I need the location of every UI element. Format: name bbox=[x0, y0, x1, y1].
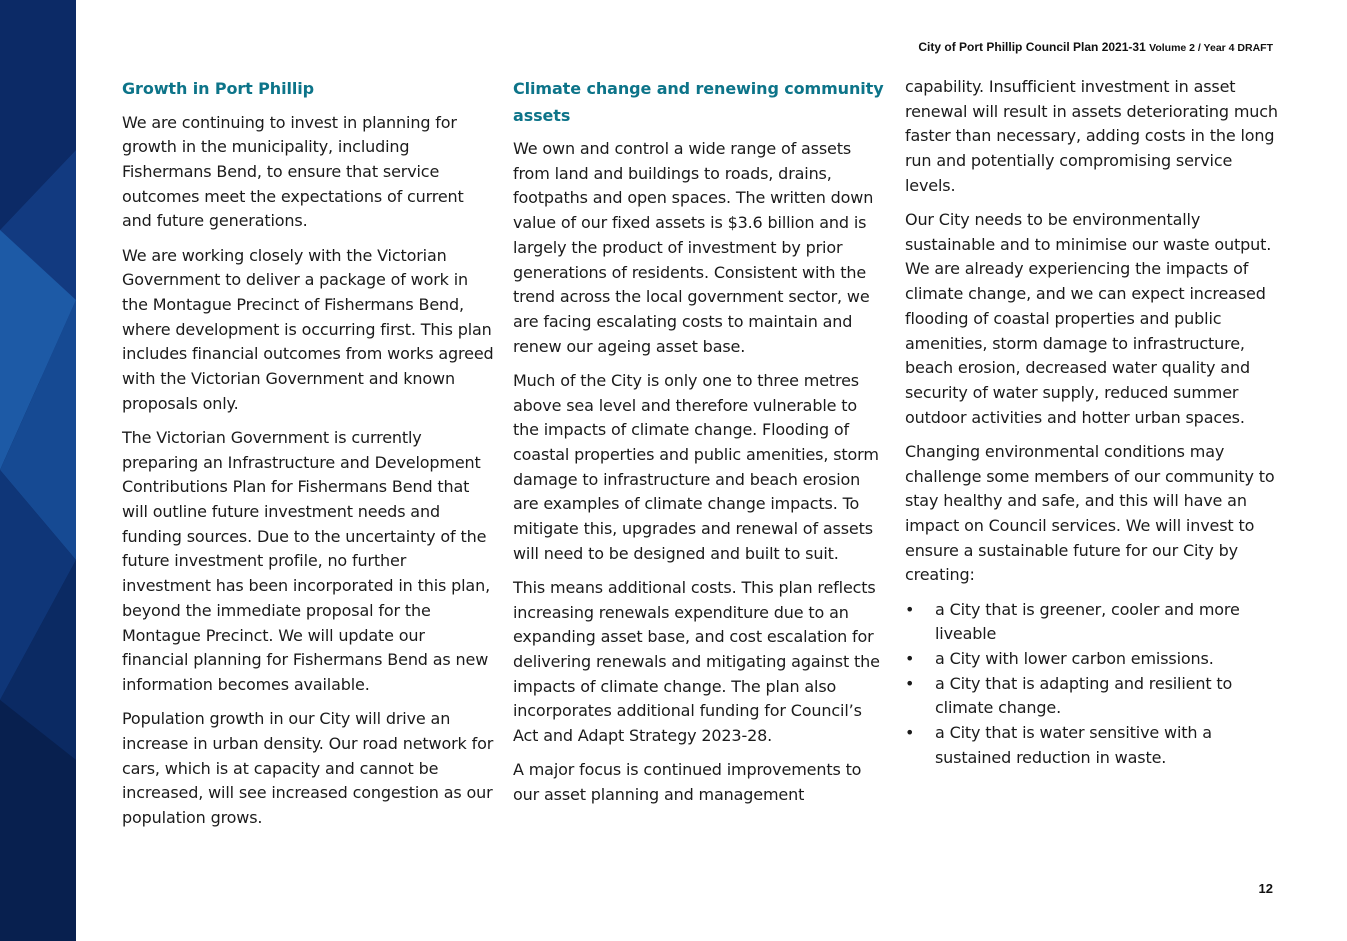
column-climate bbox=[513, 74, 885, 817]
paragraph: We are continuing to invest in planning for growth in the municipality, including Fishermans Bend, to ensure that service outcomes meet the expectations of current and future generations. bbox=[122, 112, 464, 231]
heading-climate: Climate change and renewing community assets bbox=[513, 79, 884, 125]
list-item-text: a City that is water sensitive with a sustained reduction in waste. bbox=[935, 723, 1212, 767]
heading-growth: Growth in Port Phillip bbox=[122, 79, 314, 98]
page-number: 12 bbox=[1258, 881, 1273, 896]
list-item-text: a City with lower carbon emissions. bbox=[935, 648, 1214, 668]
column-continued bbox=[905, 75, 1280, 770]
paragraph: This means additional costs. This plan reflects increasing renewals expenditure due to an expanding asset base, and cost escalation for delivering renewals and mitigating against the impacts of climate change. The plan also incorporates additional funding for Council’s Act and Adapt Strategy 2023-28. bbox=[513, 577, 880, 746]
column-growth bbox=[122, 74, 494, 840]
list-item-text: a City that is greener, cooler and more liveable bbox=[935, 599, 1240, 644]
bullet-icon: • bbox=[905, 648, 915, 668]
bullet-icon: • bbox=[905, 723, 915, 743]
paragraph: Much of the City is only one to three metres above sea level and therefore vulnerable to the impacts of climate change. Flooding of coastal properties and public amenities, storm damage to infrastructure and beach erosion are examples of climate change impacts. To mitigate this, upgrades and renewal of assets will need to be designed and built to suit. bbox=[513, 370, 879, 563]
list-item bbox=[905, 647, 1280, 672]
paragraph: Changing environmental conditions may challenge some members of our community to stay healthy and safe, and this will have an impact on Council services. We will invest to ensure a sustainable future for our City by creating: bbox=[905, 441, 1275, 585]
list-item bbox=[905, 721, 1280, 770]
list-item bbox=[905, 672, 1280, 721]
list-item bbox=[905, 598, 1280, 647]
paragraph: capability. Insufficient investment in asset renewal will result in assets deteriorating much faster than necessary, adding costs in the long run and potentially compromising service levels. bbox=[905, 77, 1278, 195]
paragraph: Population growth in our City will drive an increase in urban density. Our road network for cars, which is at capacity and cannot be increased, will see increased congestion as our population grows. bbox=[122, 709, 494, 827]
document-title: City of Port Phillip Council Plan 2021-31 bbox=[918, 40, 1146, 54]
paragraph: The Victorian Government is currently preparing an Infrastructure and Development Contributions Plan for Fishermans Bend that will outline future investment needs and funding sources. Due to the uncertainty of the future investment profile, no further investment has been incorporated in this plan, beyond the immediate proposal for the Montague Precinct. We will update our financial planning for Fishermans Bend as new information becomes available. bbox=[122, 427, 490, 694]
bullet-icon: • bbox=[905, 599, 915, 619]
paragraph: We own and control a wide range of assets from land and buildings to roads, drains, footpaths and open spaces. The written down value of our fixed assets is $3.6 billion and is largely the product of investment by prior generations of residents. Consistent with the trend across the local government sector, we are facing escalating costs to maintain and renew our ageing asset base. bbox=[513, 139, 874, 356]
paragraph: Our City needs to be environmentally sustainable and to minimise our waste output. We are already experiencing the impacts of climate change, and we can expect increased flooding of coastal properties and public amenities, storm damage to infrastructure, beach erosion, decreased water quality and security of water supply, reduced summer outdoor activities and hotter urban spaces. bbox=[905, 210, 1272, 427]
document-header bbox=[918, 40, 1273, 54]
decorative-sidebar bbox=[0, 0, 76, 941]
list-item-text: a City that is adapting and resilient to climate change. bbox=[935, 673, 1233, 718]
paragraph: A major focus is continued improvements to our asset planning and management bbox=[513, 760, 862, 805]
sidebar-geometric-pattern bbox=[0, 0, 76, 941]
document-subtitle: Volume 2 / Year 4 DRAFT bbox=[1149, 42, 1273, 54]
bullet-list bbox=[905, 598, 1280, 771]
paragraph: We are working closely with the Victorian Government to deliver a package of work in the Montague Precinct of Fishermans Bend, where development is occurring first. This plan includes financial outcomes from works agreed with the Victorian Government and known proposals only. bbox=[122, 245, 494, 413]
bullet-icon: • bbox=[905, 673, 915, 693]
